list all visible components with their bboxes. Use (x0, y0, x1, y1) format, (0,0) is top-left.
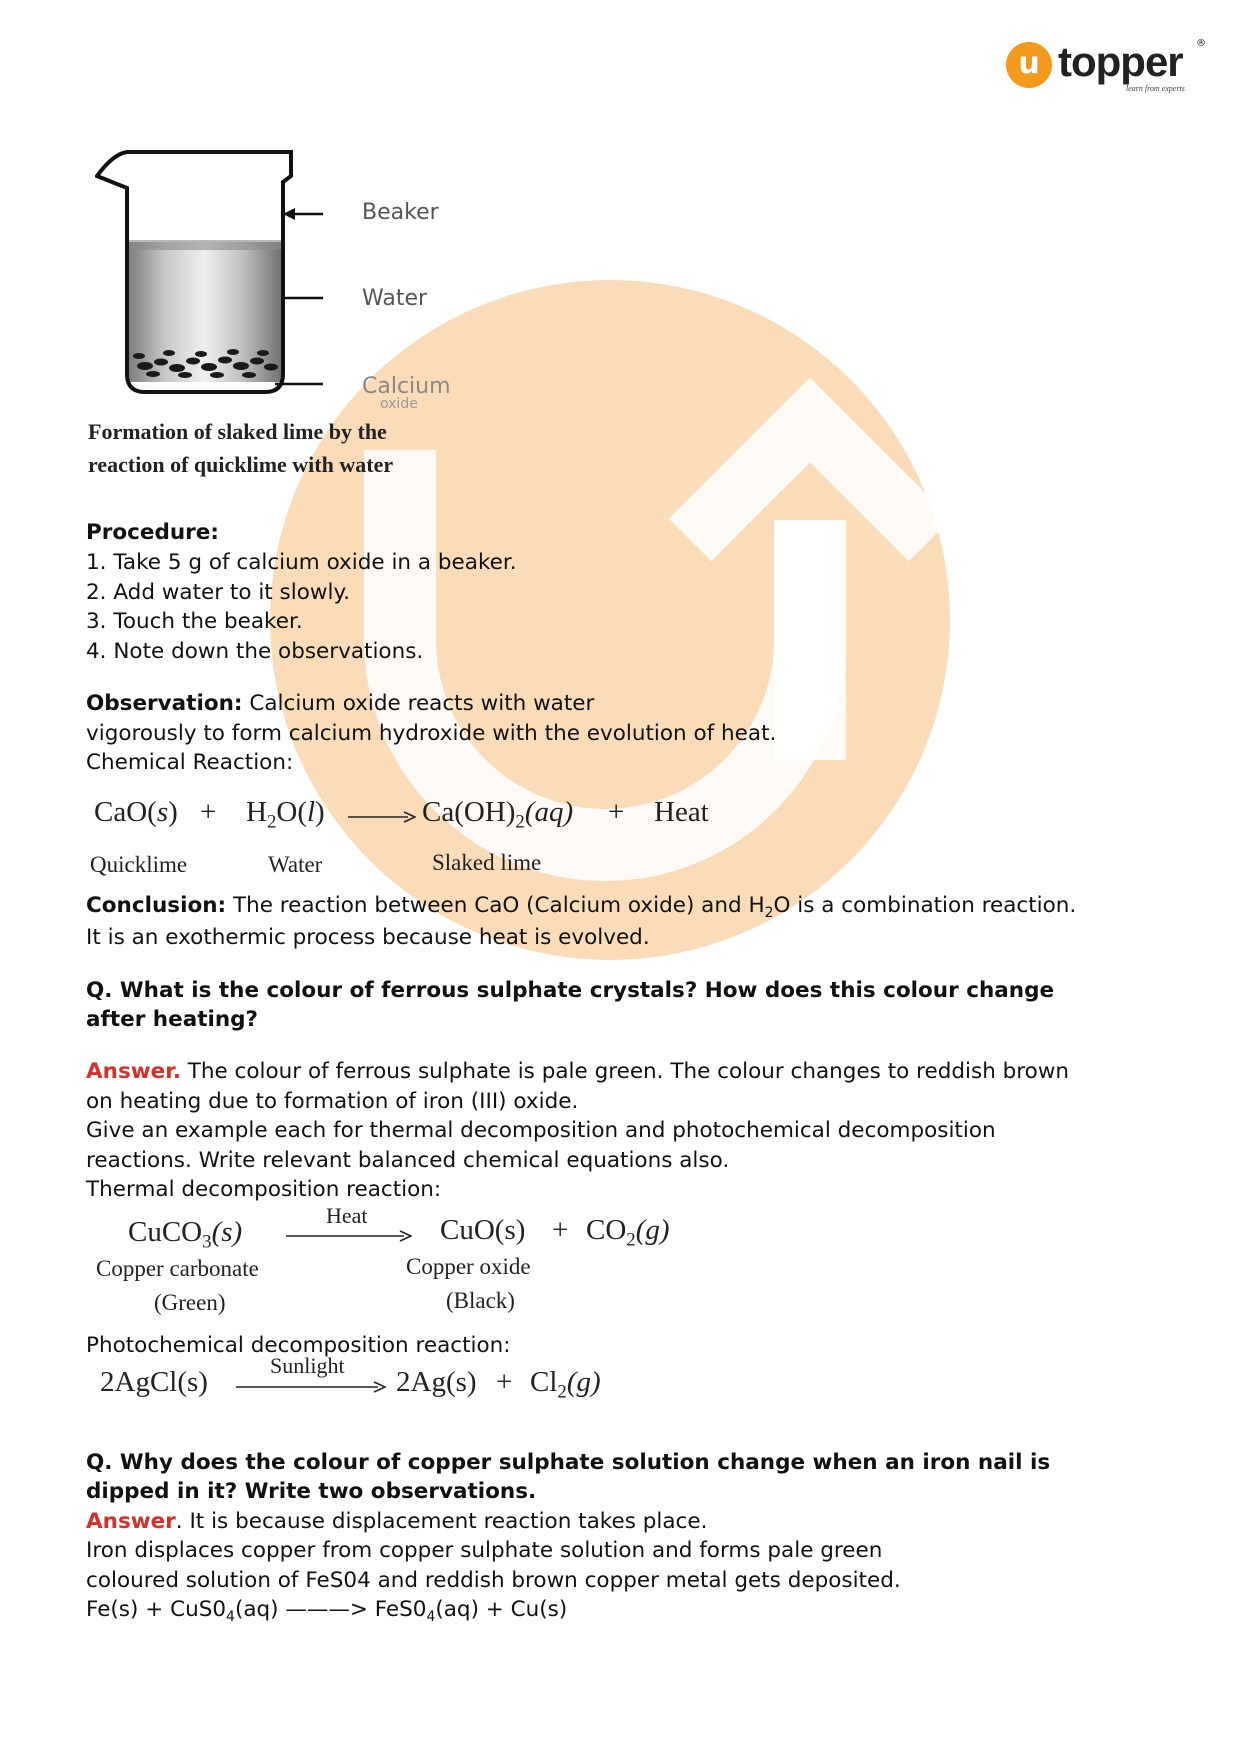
answer-1-line-1: Answer. The colour of ferrous sulphate is pale green. The colour changes to reddish brown (86, 1059, 1070, 1084)
question-1-line-1: Q. What is the colour of ferrous sulphate crystals? How does this colour change (86, 978, 1055, 1003)
reaction-name-copper-oxide: Copper oxide (406, 1254, 531, 1279)
figure-caption-line-2: reaction of quicklime with water (88, 452, 394, 477)
registered-mark: ® (1196, 38, 1206, 49)
reaction-color-black: (Black) (446, 1288, 515, 1313)
observation-line-2: vigorously to form calcium hydroxide with the evolution of heat. (86, 721, 777, 746)
figure-label-oxide: oxide (380, 396, 418, 412)
procedure-step: 3. Touch the beaker. (86, 609, 303, 634)
observation-line-1 (86, 689, 594, 719)
equation-carbon-dioxide: $CO_2(g)$ (586, 1214, 670, 1251)
logo-tagline: learn from experts (1126, 84, 1185, 93)
procedure-heading: Procedure: (86, 520, 219, 545)
conclusion-line-1: Conclusion: The reaction between CaO (Calcium oxide) and $H_2O$ is a combination reaction. (86, 893, 1077, 921)
equation-chlorine: $Cl_2(g)$ (530, 1366, 601, 1403)
procedure-step: 1. Take 5 g of calcium oxide in a beaker. (86, 550, 517, 575)
answer-1-line-2: on heating due to formation of iron (III) oxide. (86, 1089, 579, 1114)
procedure-step: 2. Add water to it slowly. (86, 580, 350, 605)
beaker-illustration (95, 148, 335, 418)
equation-silver-chloride: 2AgCl(s) (100, 1366, 208, 1398)
observation-text: Calcium oxide reacts with water (242, 691, 595, 716)
equation-plus: + (608, 796, 625, 828)
figure-label-beaker: Beaker (362, 200, 439, 225)
reaction-name-water: Water (268, 852, 323, 877)
answer-2-line-3: coloured solution of FeS04 and reddish brown copper metal gets deposited. (86, 1568, 901, 1593)
equation-cao-reactant: CaO(s) (94, 796, 178, 828)
answer-1-line-3: Give an example each for thermal decomposition and photochemical decomposition (86, 1118, 996, 1143)
procedure-step: 4. Note down the observations. (86, 639, 424, 664)
question-2-line-2: dipped in it? Write two observations. (86, 1479, 537, 1504)
reaction-arrow-icon (286, 1229, 412, 1243)
condition-sunlight: Sunlight (270, 1353, 345, 1378)
equation-copper-oxide: CuO(s) (440, 1214, 526, 1246)
figure-label-calcium: Calcium (362, 374, 451, 399)
answer-label: Answer. (86, 1059, 181, 1084)
equation-plus: + (552, 1214, 569, 1246)
reaction-name-quicklime: Quicklime (90, 852, 188, 877)
figure-caption-line-1: Formation of slaked lime by the (88, 419, 387, 444)
question-2-line-1: Q. Why does the colour of copper sulphate solution change when an iron nail is (86, 1450, 1051, 1475)
brand-logo[interactable] (1006, 38, 1206, 94)
observation-line-3: Chemical Reaction: (86, 750, 294, 775)
conclusion-line-2: It is an exothermic process because heat is evolved. (86, 925, 650, 950)
answer-2-line-2: Iron displaces copper from copper sulphate solution and forms pale green (86, 1538, 883, 1563)
reaction-color-green: (Green) (154, 1290, 226, 1315)
answer-1-line-4: reactions. Write relevant balanced chemical equations also. (86, 1148, 730, 1173)
reaction-arrow-icon (236, 1380, 386, 1394)
answer-label: Answer (86, 1509, 176, 1534)
equation-silver: 2Ag(s) (396, 1366, 477, 1398)
answer-2-line-1: Answer. It is because displacement reaction takes place. (86, 1509, 708, 1534)
answer-1-line-5: Thermal decomposition reaction: (86, 1177, 442, 1202)
photochemical-label: Photochemical decomposition reaction: (86, 1333, 511, 1358)
conclusion-heading: Conclusion: (86, 893, 227, 918)
question-1-line-2: after heating? (86, 1007, 259, 1032)
equation-plus: + (496, 1366, 513, 1398)
figure-label-water: Water (362, 286, 428, 311)
reaction-arrow-icon (348, 810, 416, 824)
equation-copper-carbonate: CuCO$_3$(s) (128, 1216, 243, 1253)
condition-heat: Heat (326, 1203, 368, 1228)
equation-water-reactant: $H_2O(l)$ (246, 796, 325, 833)
equation-plus: + (200, 796, 217, 828)
equation-calcium-hydroxide: $Ca(OH)_2(aq)$ (422, 796, 574, 833)
logo-letter: u (1018, 46, 1040, 81)
observation-heading: Observation: (86, 691, 243, 716)
equation-heat: Heat (654, 796, 709, 828)
answer-2-equation: $Fe(s) + CuS0_4(aq)$ ———> $FeS0_4(aq) + Cu(s)$ (86, 1597, 568, 1625)
reaction-name-slaked-lime: Slaked lime (432, 850, 542, 875)
logo-text: topper (1058, 38, 1183, 85)
reaction-name-copper-carbonate: Copper carbonate (96, 1256, 259, 1281)
